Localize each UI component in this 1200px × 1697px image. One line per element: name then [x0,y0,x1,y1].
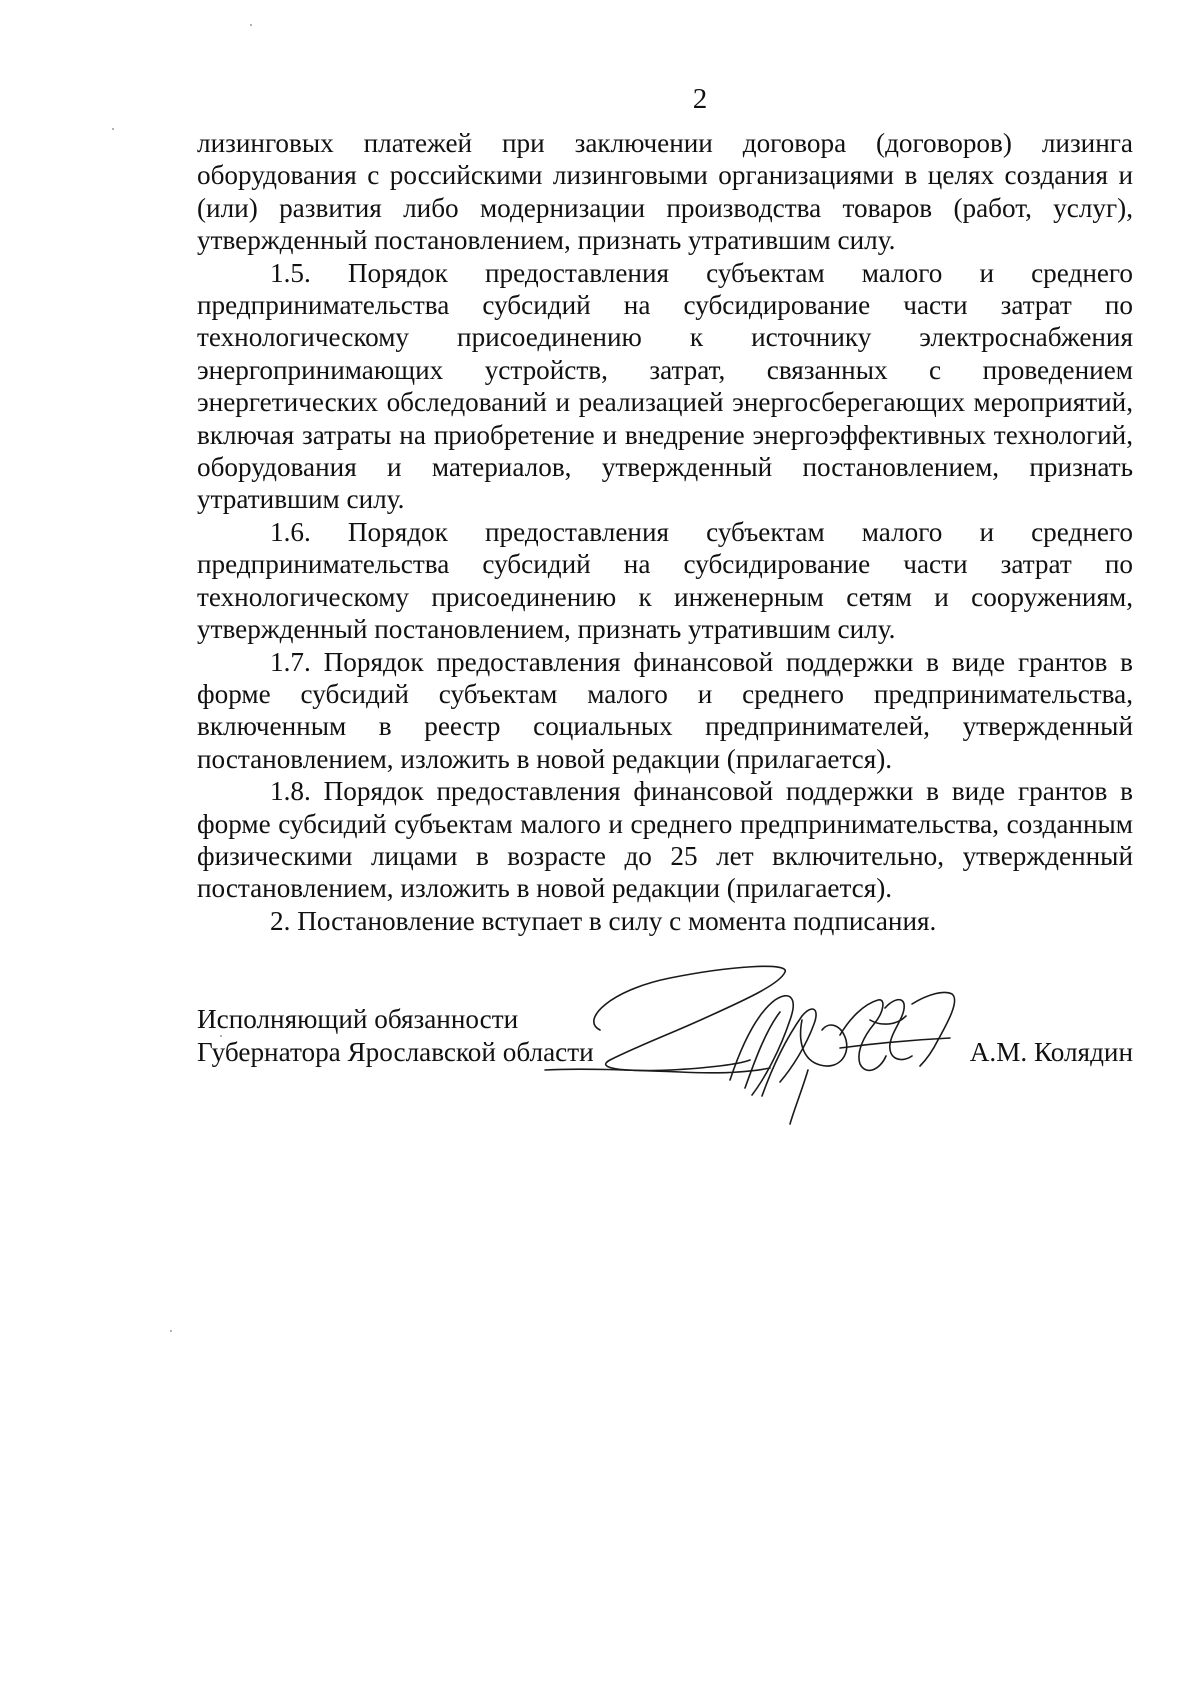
paragraph-1-8: 1.8. Порядок предоставления финансовой поддержки в виде грантов в форме субсидий субъектам малого и среднего предпринимательства, созданным физическими лицами в возрасте до 25 лет включительно, утвержденный постановлением, изложить в новой редакции (прилагается). [197,776,1133,904]
document-body [197,127,1133,937]
scan-speck [170,1330,172,1332]
signer-title-line-2: Губернатора Ярославской области [197,1037,594,1067]
scan-speck [250,24,252,26]
paragraph-1-5: 1.5. Порядок предоставления субъектам малого и среднего предпринимательства субсидий на субсидирование части затрат по технологическому присоединению к источнику электроснабжения энергопринимающих устройств, затрат, связанных с проведением энергетических обследований и реализацией энергосберегающих мероприятий, включая затраты на приобретение и внедрение энергоэффективных технологий, оборудования и материалов, утвержденный постановлением, признать утратившим силу. [197,257,1133,515]
signer-title [197,1003,594,1069]
page-number: 2 [692,83,708,115]
scan-speck [112,128,114,130]
paragraph-continuation: лизинговых платежей при заключении договора (договоров) лизинга оборудования с российскими лизинговыми организациями в целях создания и (или) развития либо модернизации производства товаров (работ, услуг), утвержденный постановлением, признать утратившим силу. [197,128,1133,256]
paragraph-1-6: 1.6. Порядок предоставления субъектам малого и среднего предпринимательства субсидий на субсидирование части затрат по технологическому присоединению к инженерным сетям и сооружениям, утвержденный постановлением, признать утратившим силу. [197,516,1133,645]
paragraph-2: 2. Постановление вступает в силу с момента подписания. [270,905,937,936]
paragraph-1-7: 1.7. Порядок предоставления финансовой поддержки в виде грантов в форме субсидий субъектам малого и среднего предпринимательства, включенным в реестр социальных предпринимателей, утвержденный постановлением, изложить в новой редакции (прилагается). [197,646,1133,774]
handwritten-signature [540,960,980,1135]
signer-name: А.М. Колядин [969,1037,1133,1067]
signer-title-line-1: Исполняющий обязанности [197,1004,519,1034]
scan-speck [220,1035,222,1037]
